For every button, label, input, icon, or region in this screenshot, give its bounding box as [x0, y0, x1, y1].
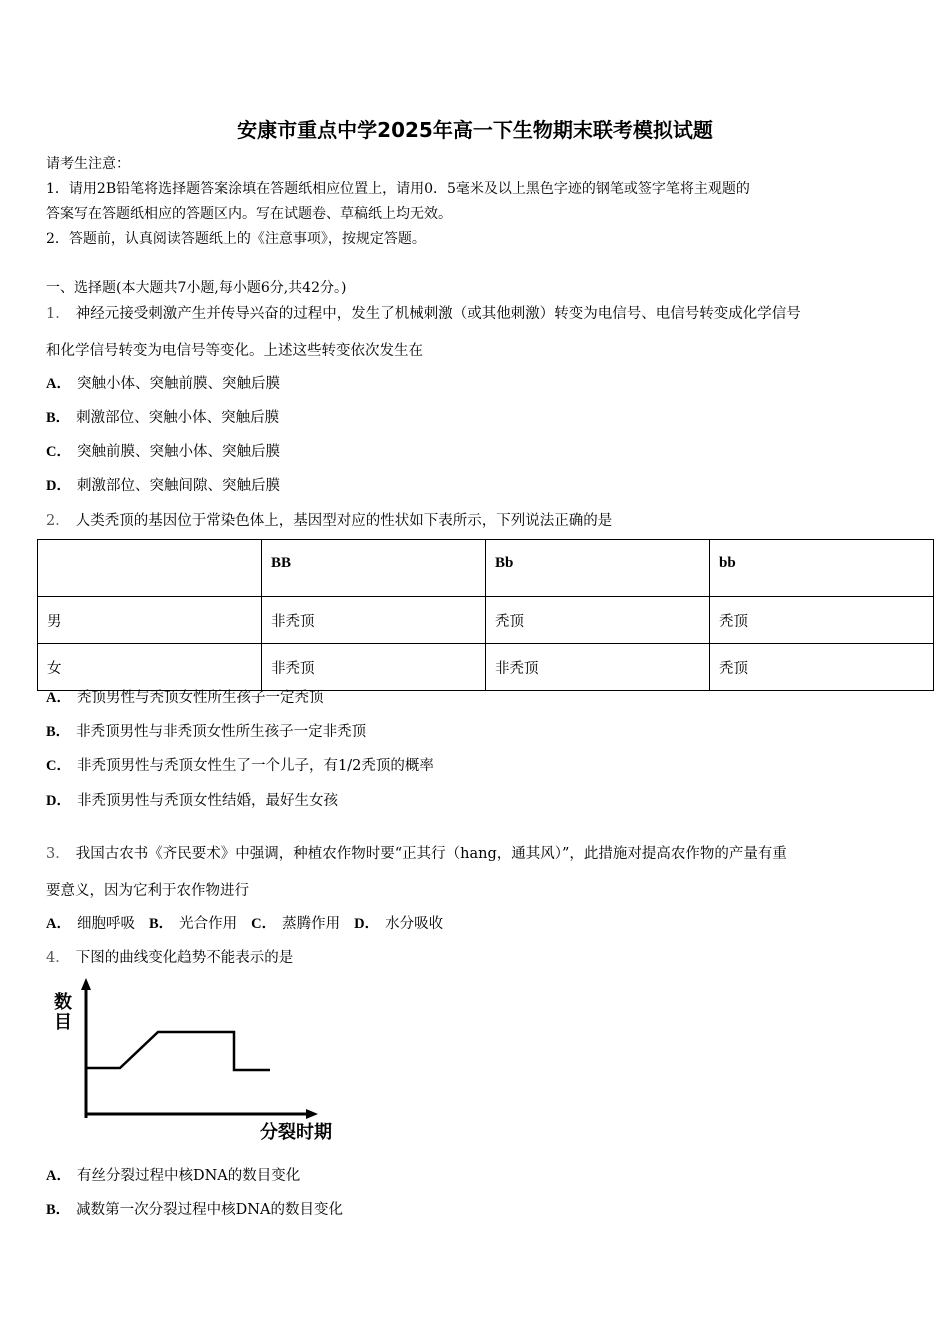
question-number: 3． — [46, 846, 70, 862]
x-axis-arrow-icon — [306, 1109, 318, 1119]
table-row — [38, 597, 934, 644]
table-header-cell: bb — [710, 540, 934, 597]
question-text: 神经元接受刺激产生并传导兴奋的过程中，发生了机械刺激（或其他刺激）转变为电信号、电信号转变成化学信号 — [75, 306, 801, 322]
table-header-row — [38, 540, 934, 597]
table-cell: 秃顶 — [486, 597, 710, 644]
q2-option-a: A． 秃顶男性与秃顶女性所生孩子一定秃顶 — [46, 690, 324, 706]
question-2-stem — [46, 509, 612, 530]
notice-line-1a: 1．请用2B铅笔将选择题答案涂填在答题纸相应位置上，请用0．5毫米及以上黑色字迹的钢笔或签字笔将主观题的 — [46, 181, 750, 197]
q2-option-c: C． 非秃顶男性与秃顶女性生了一个儿子，有1/2秃顶的概率 — [46, 758, 434, 774]
notice-line-1b: 答案写在答题纸相应的答题区内。写在试题卷、草稿纸上均无效。 — [46, 206, 452, 222]
y-axis-label-char-1: 数 — [54, 992, 72, 1013]
table-row — [38, 644, 934, 691]
q1-option-c: C． 突触前膜、突触小体、突触后膜 — [46, 444, 280, 460]
q1-option-a: A． 突触小体、突触前膜、突触后膜 — [46, 376, 280, 392]
table-header-cell: Bb — [486, 540, 710, 597]
question-text: 下图的曲线变化趋势不能表示的是 — [75, 950, 294, 966]
table-header-cell — [38, 540, 262, 597]
table-cell: 秃顶 — [710, 644, 934, 691]
table-cell: 秃顶 — [710, 597, 934, 644]
table-cell: 非秃顶 — [262, 597, 486, 644]
q4-option-a: A． 有丝分裂过程中核DNA的数目变化 — [46, 1168, 301, 1184]
notice-heading: 请考生注意： — [46, 156, 130, 172]
table-cell: 女 — [38, 644, 262, 691]
question-1-stem — [46, 302, 801, 323]
q1-option-b: B． 刺激部位、突触小体、突触后膜 — [46, 410, 280, 426]
x-axis-label: 分裂时期 — [260, 1122, 332, 1143]
y-axis-label-char-2: 目 — [54, 1012, 72, 1033]
question-1-stem-cont: 和化学信号转变为电信号等变化。上述这些转变依次发生在 — [46, 343, 423, 359]
q1-option-d: D． 刺激部位、突触间隙、突触后膜 — [46, 478, 280, 494]
question-number: 1． — [46, 306, 70, 322]
page-title: 安康市重点中学2025年高一下生物期末联考模拟试题 — [237, 118, 713, 142]
y-axis-arrow-icon — [81, 978, 91, 990]
notice-line-2: 2．答题前，认真阅读答题纸上的《注意事项》，按规定答题。 — [46, 231, 426, 247]
y-axis-label — [54, 991, 78, 1033]
question-text: 人类秃顶的基因位于常染色体上，基因型对应的性状如下表所示，下列说法正确的是 — [75, 513, 613, 529]
genotype-table — [37, 539, 934, 691]
table-cell: 非秃顶 — [486, 644, 710, 691]
table-header-cell: BB — [262, 540, 486, 597]
question-number: 2． — [46, 513, 70, 529]
dna-curve — [86, 1032, 270, 1070]
table-cell: 非秃顶 — [262, 644, 486, 691]
q3-options-line: A． 细胞呼吸 B． 光合作用 C． 蒸腾作用 D． 水分吸收 — [46, 916, 444, 932]
question-3-stem-cont: 要意义，因为它利于农作物进行 — [46, 883, 249, 899]
question-text: 我国古农书《齐民要术》中强调，种植农作物时要“正其行（hang，通其风）”，此措施对提高农作物的产量有重 — [75, 846, 787, 862]
q2-option-d: D． 非秃顶男性与秃顶女性结婚，最好生女孩 — [46, 793, 338, 809]
question-number: 4． — [46, 950, 70, 966]
table-cell: 男 — [38, 597, 262, 644]
q2-option-b: B． 非秃顶男性与非秃顶女性所生孩子一定非秃顶 — [46, 724, 367, 740]
section-heading: 一、选择题(本大题共7小题,每小题6分,共42分。) — [46, 280, 347, 296]
question-4-stem — [46, 946, 293, 967]
q4-option-b: B． 减数第一次分裂过程中核DNA的数目变化 — [46, 1202, 343, 1218]
dna-curve-figure — [52, 974, 362, 1146]
question-3-stem — [46, 842, 787, 863]
